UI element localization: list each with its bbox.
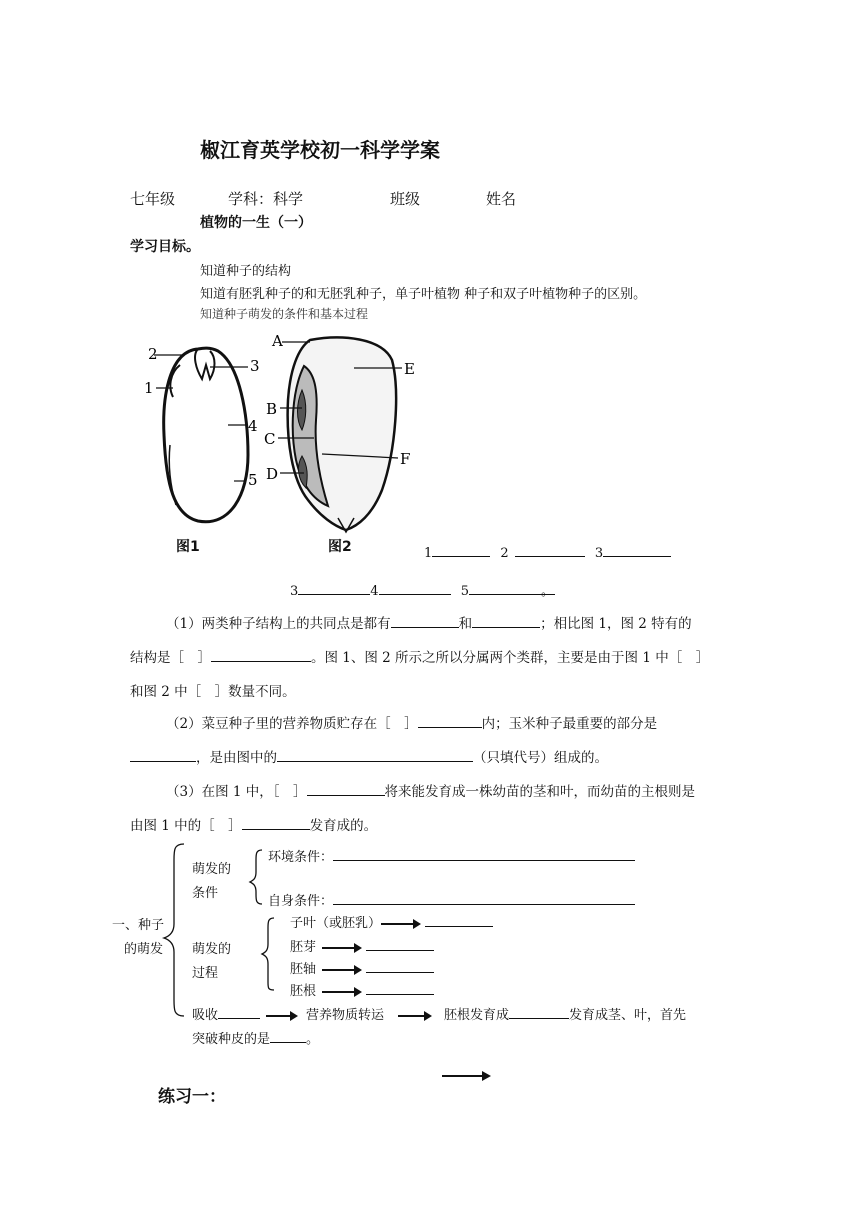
answer-blank[interactable] (515, 542, 585, 557)
fig1-label-4: 4 (248, 417, 258, 435)
condition-label: 条件 (192, 886, 219, 901)
answer-blank[interactable] (418, 713, 482, 728)
class-label: 班级 (390, 190, 421, 208)
process-item: 胚芽 (290, 936, 434, 955)
question-3-line-2: 由图 1 中的［ ］ 发育成的。 (130, 814, 377, 834)
fig2-label-B: B (266, 400, 278, 418)
figure-2-caption: 图2 (328, 539, 352, 555)
answer-blank[interactable] (432, 542, 490, 557)
fig1-label-3: 3 (250, 357, 260, 375)
answer-blank[interactable] (366, 936, 434, 951)
answer-blank[interactable] (218, 1004, 260, 1019)
process-item: 胚轴 (290, 958, 434, 977)
fig1-label-1: 1 (144, 379, 154, 397)
question-1-line-1: （1）两类种子结构上的共同点是都有 和 ；相比图 1，图 2 特有的 (166, 612, 692, 632)
answer-blank[interactable] (472, 613, 540, 628)
answer-blank[interactable] (270, 1028, 306, 1043)
grade-label: 七年级 (130, 190, 176, 208)
env-condition: 环境条件： (268, 846, 635, 865)
blank-num: 4 (370, 584, 379, 599)
arrow-right-icon (398, 1015, 430, 1017)
figure-2-corn-seed (262, 330, 422, 540)
answer-blank[interactable] (307, 781, 385, 796)
arrow-right-icon (322, 991, 360, 993)
answer-blank[interactable] (130, 747, 196, 762)
objective-item: 知道种子的结构 (200, 264, 292, 279)
question-2-line-2: ，是由图中的 （只填代号）组成的。 (130, 746, 608, 766)
blank-num: 3 (594, 546, 604, 561)
name-label: 姓名 (486, 190, 517, 208)
blank-num: 1 (424, 546, 433, 561)
answer-blank[interactable] (242, 815, 310, 830)
germination-flow-2: 突破种皮的是 。 (192, 1028, 319, 1047)
arrow-right-icon (381, 923, 419, 925)
answer-blank[interactable] (603, 542, 671, 557)
fig2-label-C: C (264, 430, 276, 448)
question-1-line-2: 结构是［ ］ 。图 1、图 2 所示之所以分属两个类群，主要是由于图 1 中［ ］ (130, 646, 709, 666)
blank-end: 。 (541, 580, 555, 595)
subject-label: 学科：科学 (228, 190, 304, 208)
answer-blank[interactable] (425, 912, 493, 927)
objectives-heading: 学习目标。 (130, 239, 200, 255)
fig2-label-D: D (266, 465, 279, 483)
arrow-right-icon (442, 1075, 488, 1077)
objective-item: 知道有胚乳种子的和无胚乳种子，单子叶植物 种子和双子叶植物种子的区别。 (200, 287, 647, 302)
answer-blank[interactable] (391, 613, 459, 628)
fig2-label-F: F (400, 450, 411, 468)
fig1-label-5: 5 (248, 471, 258, 489)
answer-blank[interactable] (211, 647, 311, 662)
question-1-line-3: 和图 2 中［ ］数量不同。 (130, 684, 296, 700)
self-condition: 自身条件： (268, 890, 635, 909)
answer-blank[interactable] (379, 580, 451, 595)
exercise-heading: 练习一： (158, 1087, 226, 1107)
lesson-title: 植物的一生（一） (200, 215, 312, 231)
answer-blank[interactable] (333, 846, 635, 861)
arrow-right-icon (322, 947, 360, 949)
answer-blank[interactable] (509, 1004, 569, 1019)
answer-blank[interactable] (366, 958, 434, 973)
answer-blank[interactable] (333, 890, 635, 905)
fig2-label-A: A (272, 332, 283, 350)
process-label: 萌发的 (192, 942, 232, 957)
condition-label: 萌发的 (192, 862, 232, 877)
process-item: 子叶（或胚乳） (290, 912, 493, 931)
figure-1-bean-seed (140, 335, 280, 535)
fig1-label-2: 2 (148, 345, 158, 363)
page-title: 椒江育英学校初一科学学案 (200, 138, 440, 162)
question-3-line-1: （3）在图 1 中，［ ］ 将来能发育成一株幼苗的茎和叶，而幼苗的主根则是 (166, 780, 695, 800)
answer-blank[interactable] (298, 580, 370, 595)
blank-num: 3 (290, 584, 299, 599)
answer-blank[interactable] (366, 980, 434, 995)
outline-main-label: 一、种子 (112, 918, 165, 933)
blank-num: 2 (500, 546, 509, 561)
process-item: 胚根 (290, 980, 434, 999)
answer-blank[interactable] (277, 747, 473, 762)
question-2-line-1: （2）菜豆种子里的营养物质贮存在［ ］ 内；玉米种子最重要的部分是 (166, 712, 657, 732)
arrow-right-icon (266, 1015, 296, 1017)
blank-line-2 (290, 580, 555, 599)
objective-item: 知道种子萌发的条件和基本过程 (200, 307, 369, 321)
answer-blank[interactable] (469, 580, 541, 595)
figure-1-caption: 图1 (176, 539, 200, 555)
germination-flow: 吸收 营养物质转运 胚根发育成 发育成茎、叶，首先 (192, 1004, 686, 1023)
fig2-label-E: E (404, 360, 415, 378)
process-label: 过程 (192, 966, 219, 981)
arrow-right-icon (322, 969, 360, 971)
blank-num: 5 (460, 584, 469, 599)
blank-line-1 (424, 542, 671, 561)
outline-main-label: 的萌发 (124, 942, 164, 957)
